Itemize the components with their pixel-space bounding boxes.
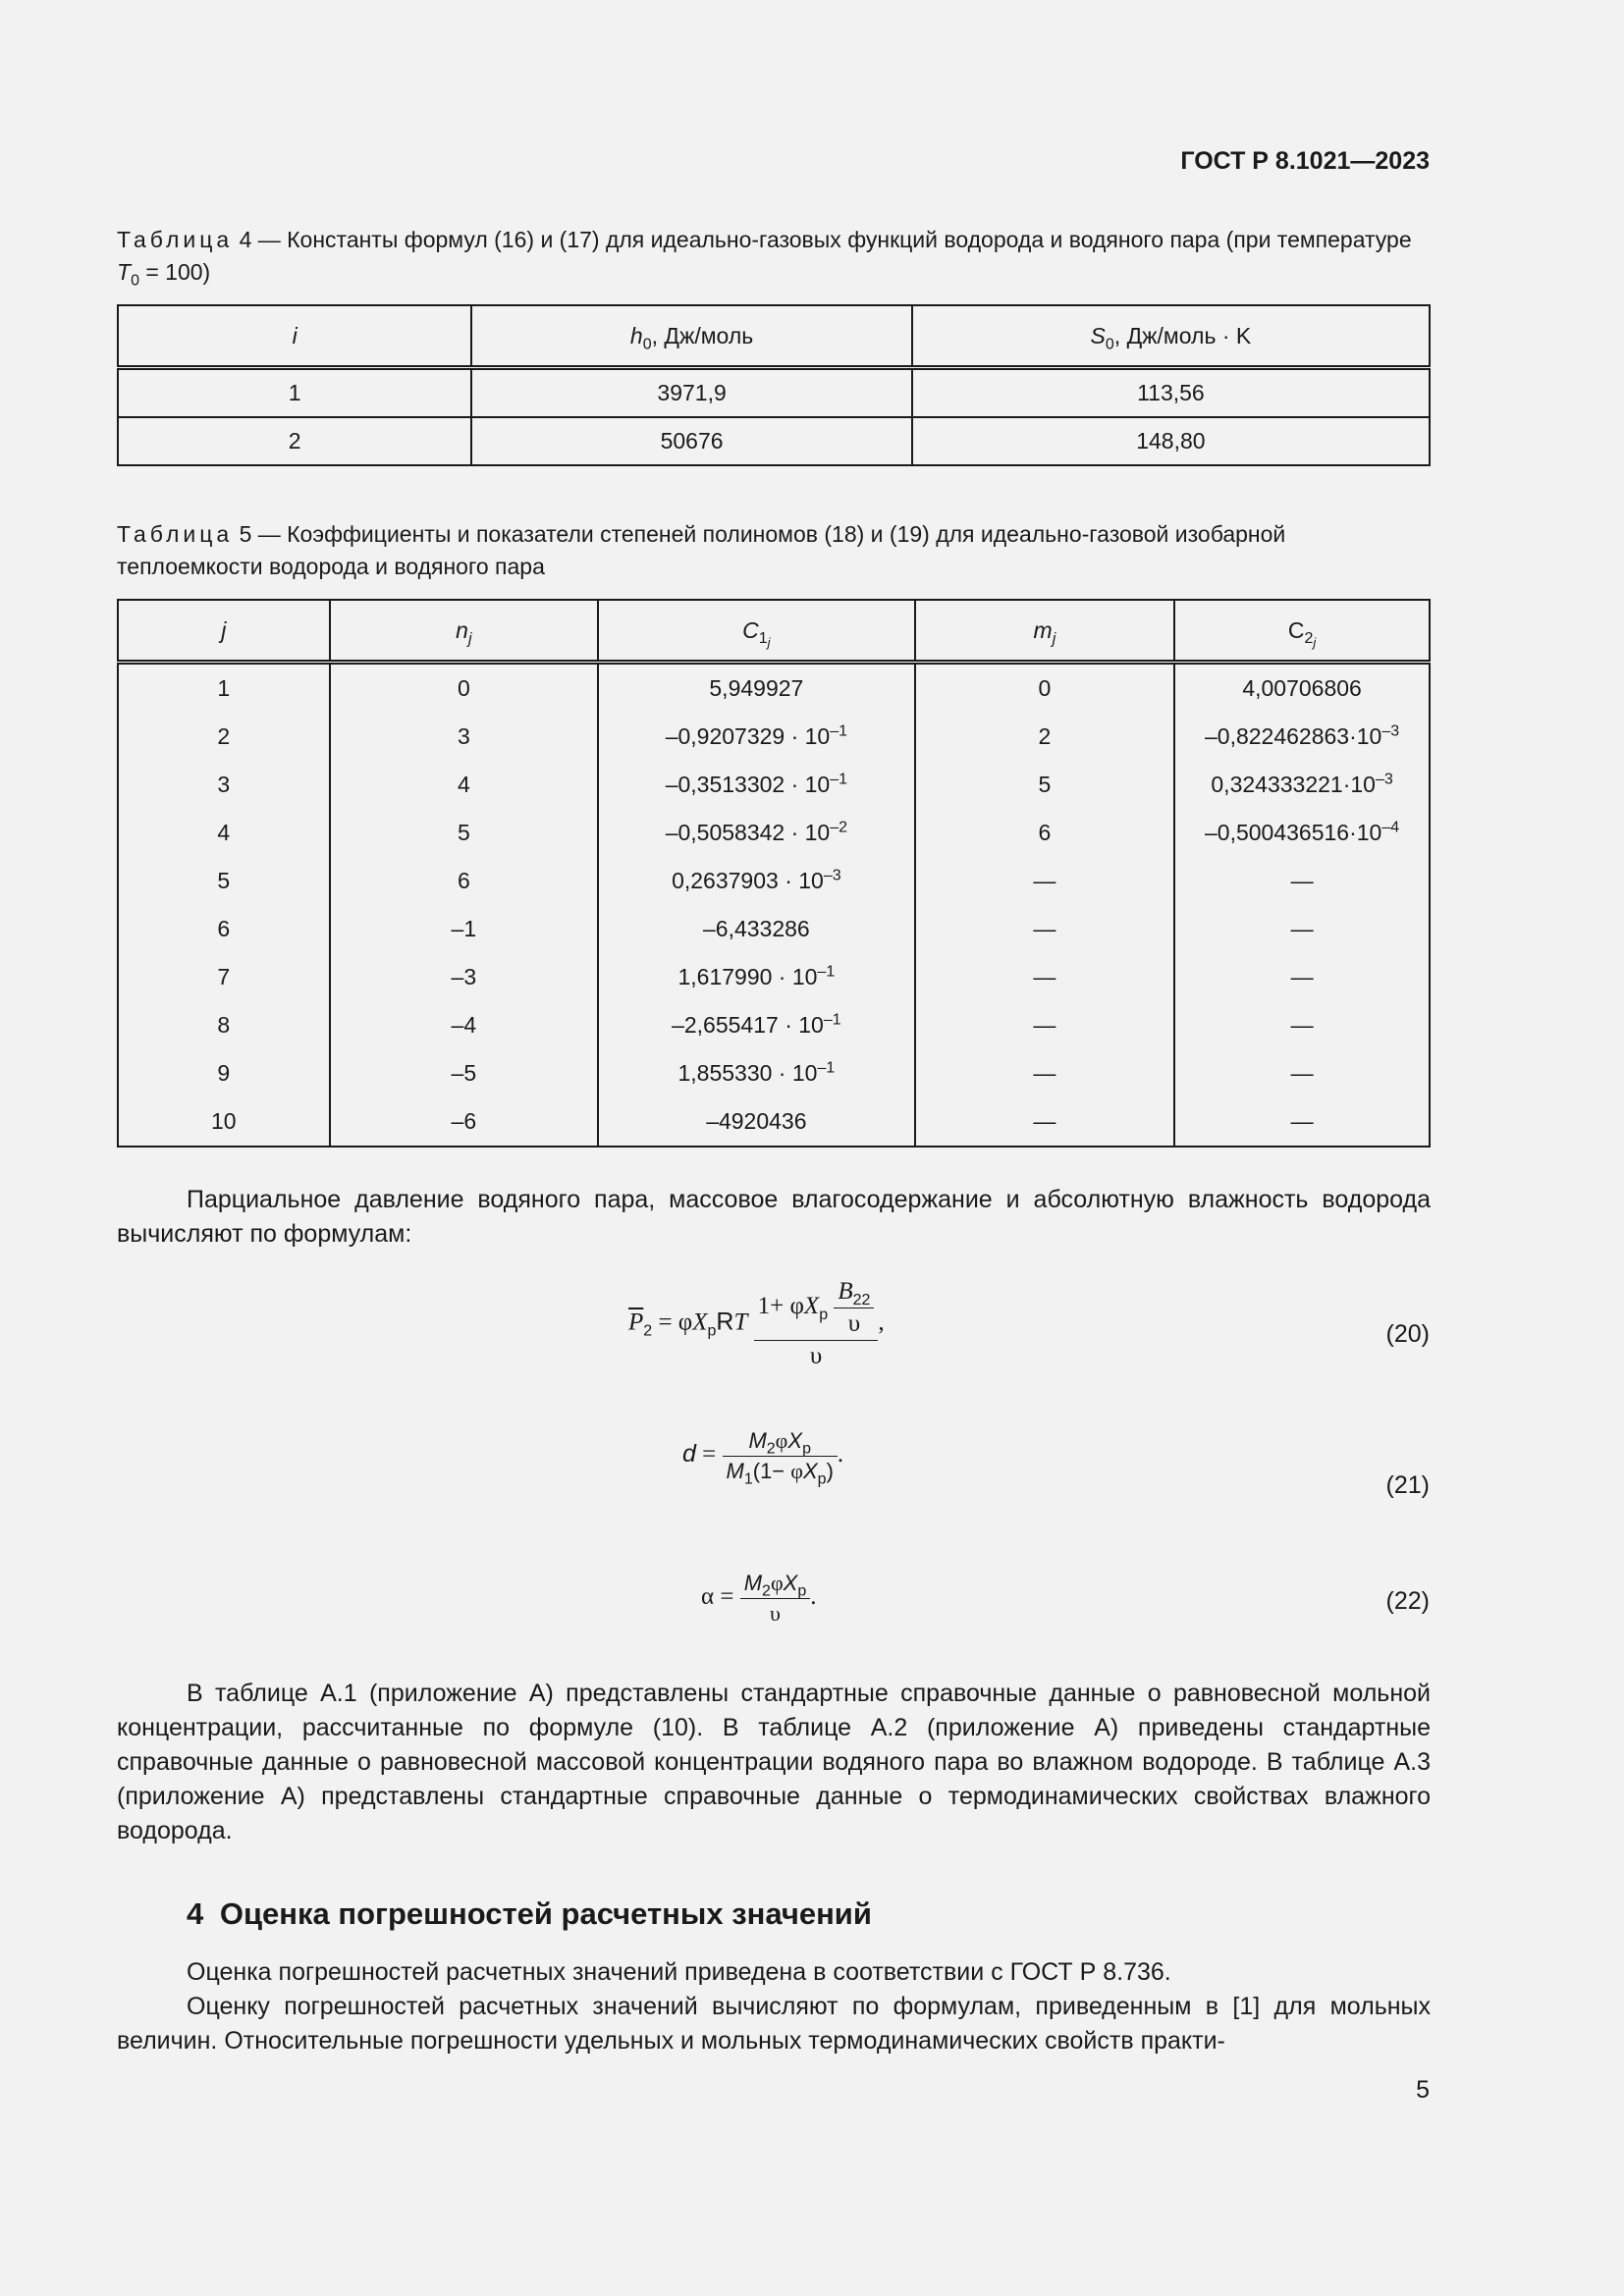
formula-20: $\overline{P}_2 = \varphi X_pRT$ $1+ \varphi X_p$ $\frac{B_{22}}{\upsilon}$ υ , <box>628 1278 885 1369</box>
table-cell: 1 <box>118 368 471 418</box>
paragraph-appendix-tables <box>117 1677 1431 1848</box>
section-number: 4 <box>187 1896 204 1931</box>
table-row <box>118 417 1430 465</box>
table-cell: –6,433286 <box>598 905 915 953</box>
table-cell: 6 <box>915 809 1175 857</box>
table5-header-j: j <box>118 600 330 663</box>
formula-21: d = $\frac{M_2\varphi X_p}{M_1(1- \varphi X_p)}$ . <box>682 1428 844 1488</box>
standard-designation: ГОСТ Р 8.1021—2023 <box>1180 147 1430 175</box>
table5-header-mj: $m_j$ <box>915 600 1175 663</box>
table4-caption-tail: = 100) <box>145 259 211 285</box>
table-cell: 8 <box>118 1001 330 1049</box>
table-cell: 5,949927 <box>598 663 915 714</box>
table-cell: $-2,655417 \cdot 10^{-1}$ <box>598 1001 915 1049</box>
table-cell: 1 <box>118 663 330 714</box>
table-cell: 5 <box>118 857 330 905</box>
table-cell: –4920436 <box>598 1097 915 1147</box>
table-row <box>118 953 1430 1001</box>
table-cell: 9 <box>118 1049 330 1097</box>
table-cell: 6 <box>330 857 598 905</box>
table-row <box>118 809 1430 857</box>
table-row <box>118 905 1430 953</box>
table-cell: — <box>1174 1001 1430 1049</box>
equation-number-20: (20) <box>1385 1320 1430 1348</box>
table5-header-nj: $n_j$ <box>330 600 598 663</box>
section-heading <box>187 1896 872 1932</box>
table-cell: — <box>915 953 1175 1001</box>
table-row <box>118 663 1430 714</box>
table-cell: –6 <box>330 1097 598 1147</box>
table-cell: $-0,822462863\cdot 10^{-3}$ <box>1174 713 1430 761</box>
table-cell: 10 <box>118 1097 330 1147</box>
equation-number-22: (22) <box>1385 1587 1430 1615</box>
table-row <box>118 1097 1430 1147</box>
table-cell: –4 <box>330 1001 598 1049</box>
table4-caption-text: 4 — Константы формул (16) и (17) для идеально-газовых функций водорода и водяного пара (при температуре <box>239 227 1412 252</box>
table-cell: 3 <box>330 713 598 761</box>
table4-caption-sub: 0 <box>131 272 139 290</box>
table5-body <box>118 663 1430 1148</box>
table5-caption-text: 5 — Коэффициенты и показатели степеней полиномов (18) и (19) для идеально-газовой изобарной теплоемкости водорода и водяного пара <box>117 521 1286 579</box>
table-cell: 7 <box>118 953 330 1001</box>
table-cell: 6 <box>118 905 330 953</box>
table-cell: $-0,3513302 \cdot 10^{-1}$ <box>598 761 915 809</box>
table-cell: $0,324333221\cdot 10^{-3}$ <box>1174 761 1430 809</box>
table-cell: — <box>1174 953 1430 1001</box>
table-cell: — <box>915 857 1175 905</box>
table-cell: 0 <box>915 663 1175 714</box>
table-row <box>118 761 1430 809</box>
table-cell: — <box>915 1049 1175 1097</box>
table5 <box>117 599 1431 1148</box>
table-cell: 3971,9 <box>471 368 911 418</box>
table5-caption-label: Таблица <box>117 521 234 547</box>
table-cell: 2 <box>118 417 471 465</box>
table4-caption-label: Таблица <box>117 227 234 252</box>
table-row <box>118 368 1430 418</box>
table-cell: 4,00706806 <box>1174 663 1430 714</box>
paragraph-text: Оценку погрешностей расчетных значений вычисляют по формулам, приведенным в [1] для мольных величин. Относительные погрешности удельных и мольных термодинамических свойств практи- <box>117 1993 1431 2055</box>
table-cell: 50676 <box>471 417 911 465</box>
section-title: Оценка погрешностей расчетных значений <box>219 1896 872 1931</box>
table-cell: — <box>915 1001 1175 1049</box>
paragraph-formulas-intro <box>117 1183 1431 1252</box>
table-row <box>118 713 1430 761</box>
table5-header-row <box>118 600 1430 663</box>
table-cell: — <box>1174 1097 1430 1147</box>
paragraph-text: Оценка погрешностей расчетных значений приведена в соответствии с ГОСТ Р 8.736. <box>187 1958 1171 1986</box>
table4-caption-var: T <box>117 259 132 285</box>
table-cell: 4 <box>330 761 598 809</box>
table-cell: 5 <box>330 809 598 857</box>
table-cell: $1,855330 \cdot 10^{-1}$ <box>598 1049 915 1097</box>
table-cell: $-0,500436516\cdot 10^{-4}$ <box>1174 809 1430 857</box>
table-cell: — <box>915 1097 1175 1147</box>
table-cell: — <box>1174 857 1430 905</box>
table-cell: $-0,5058342 \cdot 10^{-2}$ <box>598 809 915 857</box>
table-cell: 2 <box>118 713 330 761</box>
table-cell: 113,56 <box>912 368 1430 418</box>
table-row <box>118 1049 1430 1097</box>
table-cell: 5 <box>915 761 1175 809</box>
table-cell: 3 <box>118 761 330 809</box>
table-row <box>118 1001 1430 1049</box>
table-cell: — <box>915 905 1175 953</box>
table-cell: — <box>1174 1049 1430 1097</box>
paragraph-error-estimation <box>117 1955 1431 1990</box>
paragraph-error-formulas <box>117 1990 1431 2058</box>
table-cell: –1 <box>330 905 598 953</box>
table-cell: 2 <box>915 713 1175 761</box>
table-cell: 0 <box>330 663 598 714</box>
table4-header-h0: $h_0$, Дж/моль <box>471 305 911 368</box>
table5-header-c2j: $C_{2_j}$ <box>1174 600 1430 663</box>
table5-header-c1j: $C_{1_j}$ <box>598 600 915 663</box>
table-cell: 148,80 <box>912 417 1430 465</box>
table-cell: — <box>1174 905 1430 953</box>
page-number: 5 <box>1416 2076 1430 2104</box>
table4-caption <box>117 224 1430 289</box>
paragraph-text: Парциальное давление водяного пара, массовое влагосодержание и абсолютную влажность водорода вычисляют по формулам: <box>117 1186 1431 1248</box>
table4-header-s0: $S_0$, Дж/моль · K <box>912 305 1430 368</box>
table-row <box>118 857 1430 905</box>
table-cell: $1,617990 \cdot 10^{-1}$ <box>598 953 915 1001</box>
table-cell: $0,2637903 \cdot 10^{-3}$ <box>598 857 915 905</box>
table4-header-row <box>118 305 1430 368</box>
table-cell: –3 <box>330 953 598 1001</box>
formula-22: α = $\frac{M_2\varphi X_p}{\upsilon}$ . <box>701 1571 817 1626</box>
table4-header-i: i <box>118 305 471 368</box>
table-cell: $-0,9207329 \cdot 10^{-1}$ <box>598 713 915 761</box>
paragraph-text: В таблице А.1 (приложение А) представлены стандартные справочные данные о равновесной мольной концентрации, рассчитанные по формуле (10). В таблице А.2 (приложение А) приведены стандартные справочные данные о равновесной массовой концентрации водяного пара во влажном водороде. В таблице А.3 (приложение А) представлены стандартные справочные данные о термодинамических свойствах влажного водорода. <box>117 1680 1431 1844</box>
equation-number-21: (21) <box>1385 1471 1430 1499</box>
table5-caption <box>117 518 1430 583</box>
table-cell: 4 <box>118 809 330 857</box>
table-cell: –5 <box>330 1049 598 1097</box>
table4 <box>117 304 1431 466</box>
